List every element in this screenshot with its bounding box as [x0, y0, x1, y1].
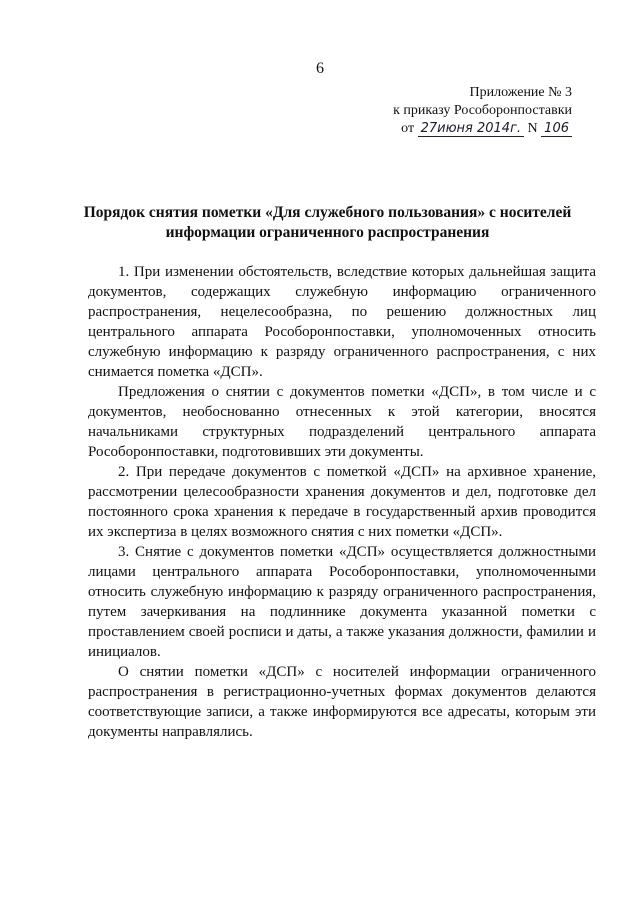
handwritten-number: 106 — [541, 122, 572, 137]
number-prefix: N — [527, 121, 538, 136]
attachment-title: Приложение № 3 — [469, 85, 572, 100]
date-prefix: от — [401, 121, 415, 136]
order-date-number-line — [272, 120, 572, 138]
paragraph-1-proposals: Предложения о снятии с документов пометки «ДСП», в том числе и с документов, необоснованно отнесенных к этой категории, вносятся начальниками структурных подразделений центрального аппарата Рособоронпоставки, подготовивших эти документы. — [88, 384, 596, 460]
paragraph-3-records: О снятии пометки «ДСП» с носителей информации ограниченного распространения в регистрационно-учетных формах документов делаются соответствующие записи, а также информируются все адресаты, которым эти документы направлялись. — [88, 664, 596, 740]
paragraph-3: 3. Снятие с документов пометки «ДСП» осуществляется должностными лицами центрального аппарата Рособоронпоставки, уполномоченными относить служебную информацию к разряду ограниченного распространения, путем зачеркивания на подлиннике документа указанной пометки с проставлением своей росписи и даты, а также указания должности, фамилии и инициалов. — [88, 544, 596, 660]
page-number: 6 — [316, 60, 324, 77]
document-body — [88, 262, 596, 742]
attachment-block — [272, 84, 572, 138]
paragraph-2: 2. При передаче документов с пометкой «ДСП» на архивное хранение, рассмотрении целесообразности хранения документов и дел, подготовке дел постоянного срока хранения к передаче в государственный архив проводится их экспертиза в целях возможного снятия с них пометки «ДСП». — [88, 464, 596, 540]
document-title: Порядок снятия пометки «Для служебного пользования» с носителей информации ограниченного распространения — [83, 204, 572, 241]
attachment-order-ref: к приказу Рособоронпоставки — [393, 103, 572, 118]
paragraph-1: 1. При изменении обстоятельств, вследствие которых дальнейшая защита документов, содержащих служебную информацию ограниченного распространения, нецелесообразна, по решению должностных лиц центрального аппарата Рособоронпоставки, уполномоченных относить служебную информацию к разряду ограниченного распространения, с них снимается пометка «ДСП». — [88, 264, 596, 380]
handwritten-date: 27июня 2014г. — [418, 122, 524, 137]
